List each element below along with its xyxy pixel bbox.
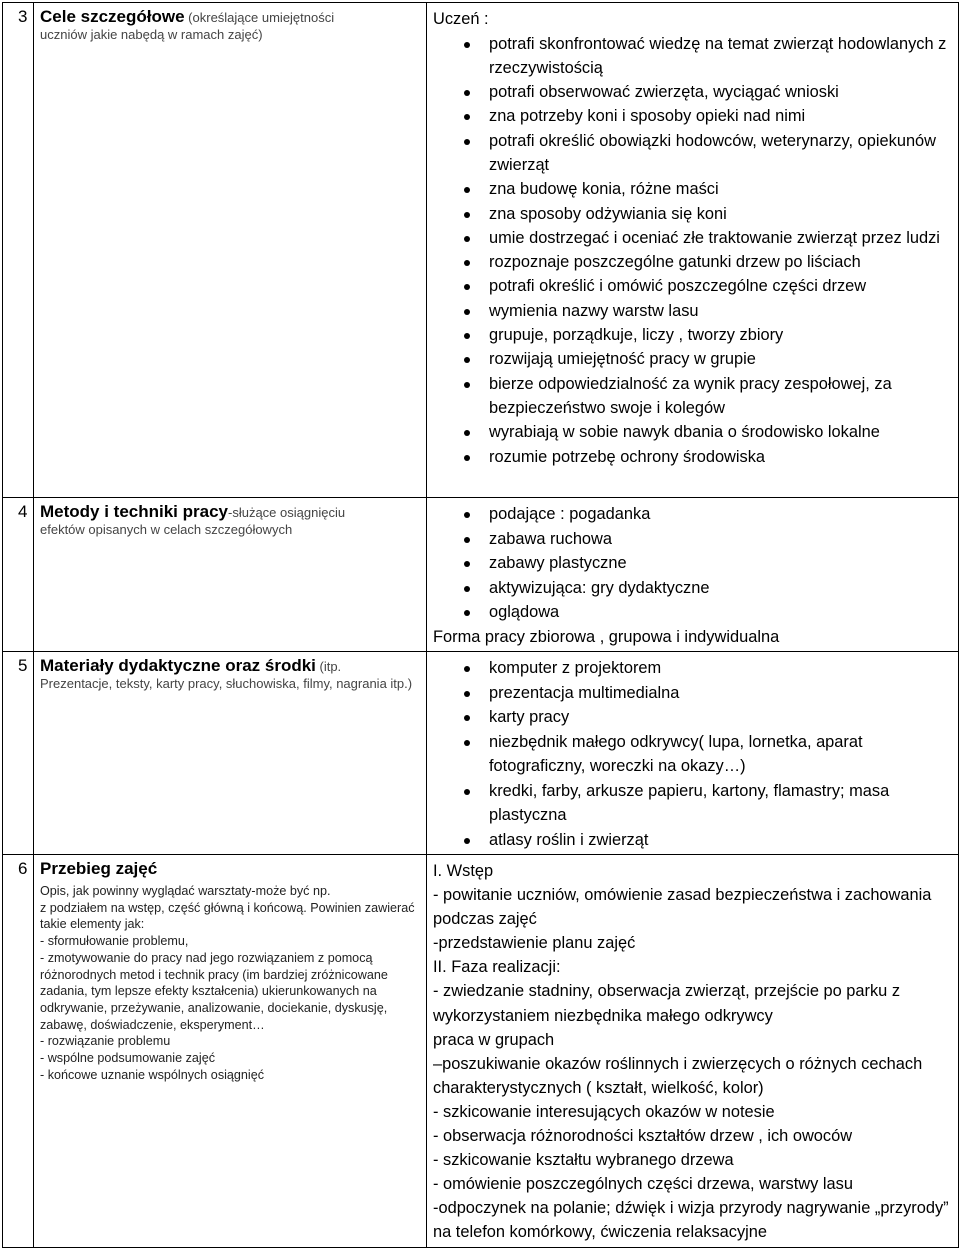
content-line: –poszukiwanie okazów roślinnych i zwierzęcych o różnych cechach charakterystycznych ( kształt, wielkość, kolor): [433, 1054, 923, 1097]
row-methods: [3, 498, 959, 652]
list-item: karty pracy: [433, 705, 952, 730]
row-content-cell: [427, 498, 959, 652]
list-item: aktywizująca: gry dydaktyczne: [433, 576, 952, 601]
row-number: 5: [3, 652, 34, 855]
lesson-plan-table: [2, 2, 959, 1248]
work-form: Forma pracy zbiorowa , grupowa i indywidualna: [433, 627, 780, 646]
list-item: zna budowę konia, różne maści: [433, 177, 952, 201]
row-title-note: -służące osiągnięciu: [228, 505, 346, 520]
bullet-list: [433, 502, 952, 625]
list-item: potrafi skonfrontować wiedzę na temat zwierząt hodowlanych z rzeczywistością: [433, 32, 952, 81]
list-item: wymienia nazwy warstw lasu: [433, 299, 952, 323]
content-line: I. Wstęp: [433, 862, 494, 880]
row-note: Prezentacje, teksty, karty pracy, słuchowiska, filmy, nagrania itp.): [40, 676, 413, 691]
row-title: Cele szczegółowe: [40, 7, 185, 26]
list-item: rozpoznaje poszczególne gatunki drzew po liściach: [433, 250, 952, 274]
list-item: zna potrzeby koni i sposoby opieki nad nimi: [433, 104, 952, 128]
content-line: - omówienie poszczególnych części drzewa, warstwy lasu: [433, 1175, 853, 1194]
row-title-note: (itp.: [315, 659, 342, 674]
row-content-cell: [427, 3, 959, 498]
row-number: 4: [3, 498, 34, 652]
list-item: kredki, farby, arkusze papieru, kartony, flamastry; masa plastyczna: [433, 779, 952, 828]
list-item: podające : pogadanka: [433, 502, 952, 527]
content-line: - zwiedzanie stadniny, obserwacja zwierząt, przejście po parku z wykorzystaniem niezbędnika małego odkrywcy: [433, 982, 901, 1025]
content-line: - szkicowanie interesujących okazów w notesie: [433, 1102, 775, 1121]
row-title: Metody i techniki pracy: [40, 502, 228, 521]
content-line: -przedstawienie planu zajęć: [433, 934, 636, 953]
content-line: - powitanie uczniów, omówienie zasad bezpieczeństwa i zachowania podczas zajęć: [433, 886, 932, 929]
row-title: Materiały dydaktyczne oraz środki: [40, 656, 316, 675]
content-line: praca w grupach: [433, 1030, 555, 1049]
row-materials: [3, 652, 959, 855]
list-item: zna sposoby odżywiania się koni: [433, 202, 952, 226]
row-heading-cell: [34, 498, 427, 652]
bullet-list: [433, 656, 952, 852]
list-item: zabawy plastyczne: [433, 551, 952, 576]
row-note: uczniów jakie nabędą w ramach zajęć): [40, 27, 263, 42]
list-item: zabawa ruchowa: [433, 527, 952, 552]
row-note: efektów opisanych w celach szczegółowych: [40, 522, 293, 537]
content-line: II. Faza realizacji:: [433, 958, 561, 977]
row-note-block: [40, 883, 422, 1083]
row-heading-cell: [34, 652, 427, 855]
content-line: -odpoczynek na polanie; dźwięk i wizja przyrody nagrywanie „przyrody” na telefon komórkowy, ćwiczenia relaksacyjne: [433, 1199, 949, 1242]
list-item: oglądowa: [433, 600, 952, 625]
note-line: - zmotywowanie do pracy nad jego rozwiązaniem z pomocą różnorodnych metod i technik pracy (im bardziej zróżnicowane zadania, tym lepsze efekty kształcenia) ukierunkowanych na odkrywanie, przeżywanie, analizowanie, dociekanie, dyskusję, zabawę, doświadczenie, eksperyment…: [40, 950, 388, 1032]
row-content-cell: [427, 652, 959, 855]
content-line: - obserwacja różnorodności kształtów drzew , ich owoców: [433, 1127, 853, 1146]
bullet-list: [433, 32, 952, 469]
row-goals: [3, 3, 959, 498]
row-number: 3: [3, 3, 34, 498]
list-item: komputer z projektorem: [433, 656, 952, 681]
row-content-cell: [427, 855, 959, 1248]
row-course: [3, 855, 959, 1248]
row-heading-cell: [34, 855, 427, 1248]
note-line: z podziałem na wstęp, część główną i końcową. Powinien zawierać takie elementy jak:: [40, 900, 415, 932]
list-item: potrafi obserwować zwierzęta, wyciągać wnioski: [433, 80, 952, 104]
note-line: - końcowe uznanie wspólnych osiągnięć: [40, 1067, 265, 1082]
list-item: rozumie potrzebę ochrony środowiska: [433, 445, 952, 469]
list-item: rozwijają umiejętność pracy w grupie: [433, 347, 952, 371]
note-line: - rozwiązanie problemu: [40, 1034, 171, 1049]
row-title-note: (określające umiejętności: [184, 10, 335, 25]
row-heading-cell: [34, 3, 427, 498]
list-item: grupuje, porządkuje, liczy , tworzy zbiory: [433, 323, 952, 347]
content-intro: Uczeń :: [433, 10, 489, 28]
note-line: Opis, jak powinny wyglądać warsztaty-może być np.: [40, 884, 331, 898]
list-item: umie dostrzegać i oceniać złe traktowanie zwierząt przez ludzi: [433, 226, 952, 250]
list-item: potrafi określić i omówić poszczególne części drzew: [433, 274, 952, 298]
note-line: - wspólne podsumowanie zajęć: [40, 1051, 216, 1066]
list-item: potrafi określić obowiązki hodowców, weterynarzy, opiekunów zwierząt: [433, 129, 952, 178]
note-line: - sformułowanie problemu,: [40, 934, 189, 949]
row-number: 6: [3, 855, 34, 1248]
list-item: niezbędnik małego odkrywcy( lupa, lornetka, aparat fotograficzny, woreczki na okazy…): [433, 730, 952, 779]
row-title: Przebieg zajęć: [40, 859, 158, 878]
list-item: prezentacja multimedialna: [433, 681, 952, 706]
content-line: - szkicowanie kształtu wybranego drzewa: [433, 1151, 734, 1170]
list-item: bierze odpowiedzialność za wynik pracy zespołowej, za bezpieczeństwo swoje i kolegów: [433, 372, 952, 421]
list-item: wyrabiają w sobie nawyk dbania o środowisko lokalne: [433, 420, 952, 444]
list-item: atlasy roślin i zwierząt: [433, 828, 952, 853]
